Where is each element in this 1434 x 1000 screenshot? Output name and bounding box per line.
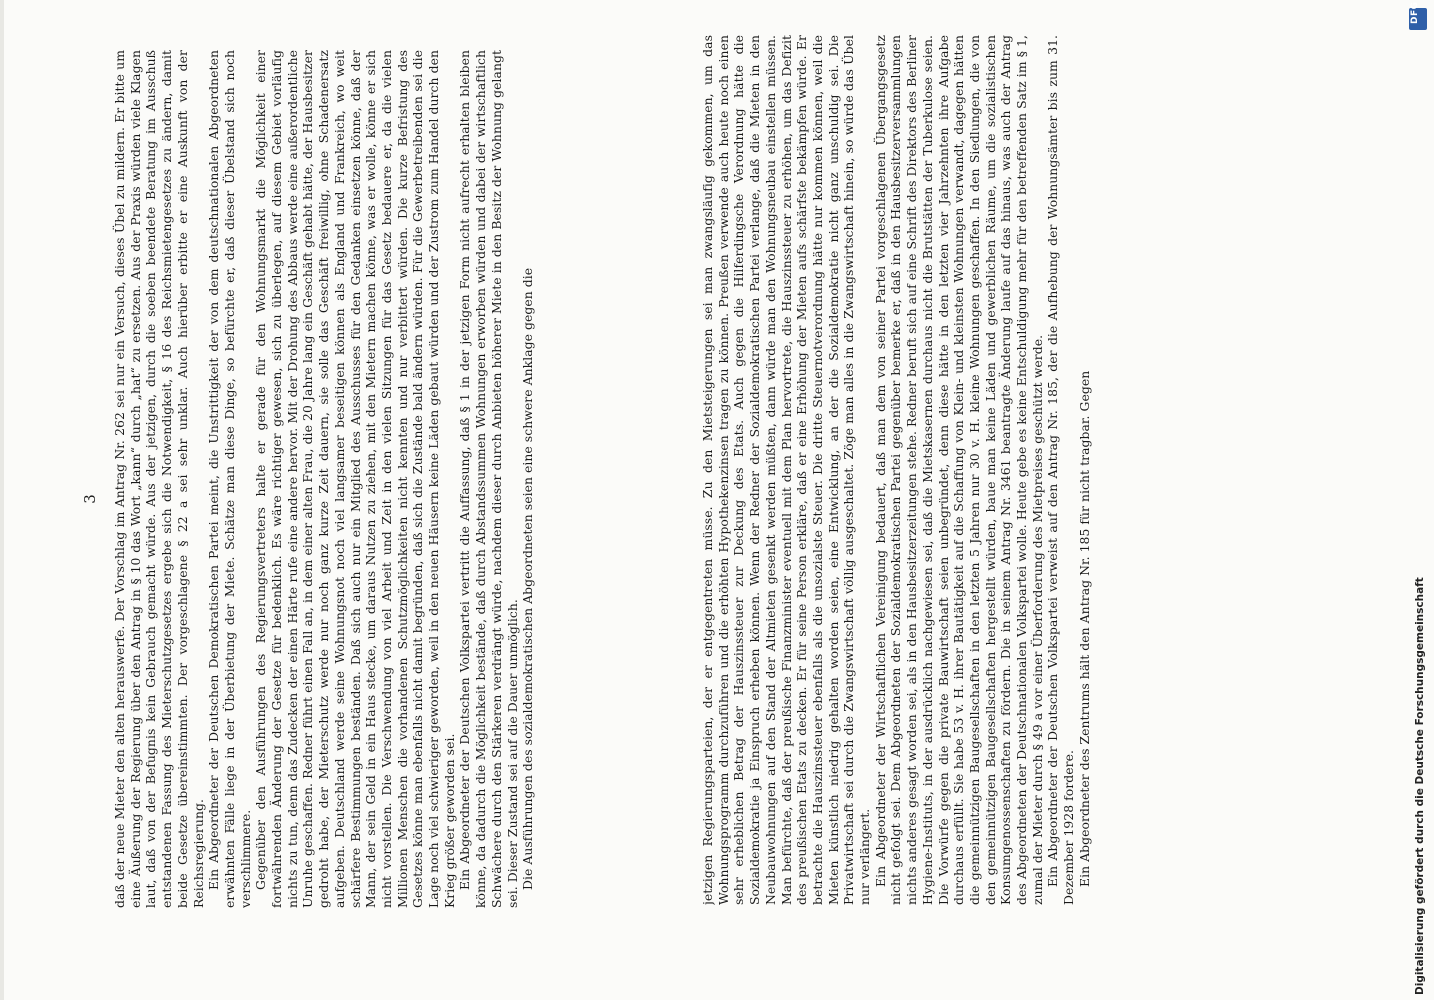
digitization-credit: Digitalisierung gefördert durch die Deutsche Forschungsgemeinschaft (1414, 577, 1426, 995)
paragraph: Ein Abgeordneter der Deutschen Demokratischen Partei meint, die Unstrittigkeit der von dem deutschnationalen Abgeordneten erwähnten Fälle liege in der Überbietung der Miete. Schätze man diese Dinge, so befürchte er, daß dieser Übelstand sich noch verschlimmere. (206, 50, 253, 908)
paragraph: jetzigen Regierungsparteien, der er entgegentreten müsse. Zu den Mietsteigerungen sei man zwangsläufig gekommen, um das Wohnungsprogramm durchzuführen und die erhöhten Hypothekenzinsen tragen zu können. Preußen verwende auch heute noch einen sehr erheblichen Betrag der Hauszinssteuer zur Deckung des Etats. Auch gegen die Hilferdingsche Verordnung hätte die Sozialdemokratie ja Einspruch erheben können. Wenn der Redner der Sozialdemokratischen Partei verlange, daß die Mieten in den Neubauwohnungen auf den Stand der Altmieten gesenkt werden müßten, dann würde man den Wohnungsneubau einstellen müssen. Man befürchte, daß der preußische Finanzminister eventuell mit dem Plan hervortrete, die Hauszinssteuer zu erhöhen, um das Defizit des preußischen Etats zu decken. Er für seine Person erkläre, daß er eine Erhöhung der Mieten aufs schärfste bekämpfen würde. Er betrachte die Hauszinssteuer ebenfalls als die unsozialste Steuer. Die dritte Steuernotverordnung hätte nur kommen können, weil die Mieten künstlich niedrig gehalten worden seien, eine Entwicklung, an der die Sozialdemokratie nicht ganz unschuldig sei. Die Privatwirtschaft sei durch die Zwangswirtschaft völlig ausgeschaltet. Zöge man alles in die Zwangswirtschaft hinein, so würde das Übel nur verlängert. (700, 35, 873, 905)
paragraph: Gegenüber den Ausführungen des Regierungsvertreters halte er gerade für den Wohnungsmarkt die Möglichkeit einer fortwährenden Änderung der Gesetze für bedenklich. Es wäre richtiger gewesen, sich zu überlegen, auf diesem Gebiet vorläufig nichts zu tun, denn das Zudecken der einen Härte rufe eine andere hervor. Mit der Drohung des Abbaus werde eine außerordentliche Unruhe geschaffen. Redner führt einen Fall an, in dem einer alten Frau, die 20 Jahre lang ein Geschäft gehabt hätte, der Hausbesitzer gedroht habe, der Mieterschutz werde nur noch ganz kurze Zeit dauern, sie solle das Geschäft freiwillig, ohne Schadenersatz aufgeben. Deutschland werde seine Wohnungsnot noch viel langsamer beseitigen können als England und Frankreich, wo weit schärfere Bestimmungen beständen. Daß sich auch nur ein Mitglied des Ausschusses für den Gedanken einsetzen könne, daß der Mann, der sein Geld in ein Haus stecke, um daraus Nutzen zu ziehen, mit den Mietern machen könne, was er wolle, könne er sich nicht vorstellen. Die Verschwendung von viel Arbeit und Zeit in den vielen Sitzungen für das Gesetz bedauere er, da die vielen Millionen Menschen die vorhandenen Schutzmöglichkeiten nicht kennten und nur verbittert würden. Die kurze Befristung des Gesetzes könne man ebenfalls nicht damit begründen, daß sich die Zustände bald ändern würden. Für die Gewerbetreibenden sei die Lage noch viel schwieriger geworden, weil in den neuen Häusern keine Läden gebaut würden und der Zustrom zum Handel durch den Krieg größer geworden sei. (253, 50, 457, 908)
page-number: 3 (81, 494, 99, 504)
paragraph: Ein Abgeordneter der Deutschen Volkspartei verweist auf den Antrag Nr. 185, der die Aufhebung der Wohnungsämter bis zum 31. Dezember 1928 fordere. (1045, 35, 1077, 905)
paragraph: Ein Abgeordneter der Deutschen Volkspartei vertritt die Auffassung, daß § 1 in der jetzigen Form nicht aufrecht erhalten bleiben könne, da dadurch die Möglichkeit bestände, daß durch Abstandssummen Wohnungen erworben würden und dabei der wirtschaftlich Schwächere durch den Stärkeren verdrängt würde, nachdem dieser durch Anbieten höherer Miete in den Besitz der Wohnung gelangt sei. Dieser Zustand sei auf die Dauer unmöglich. (457, 50, 520, 908)
paragraph: daß der neue Mieter den alten herauswerfe. Der Vorschlag im Antrag Nr. 262 sei nur ein Versuch, dieses Übel zu mildern. Er bitte um eine Äußerung der Regierung über den Antrag in § 10 das Wort „kann“ durch „hat“ zu ersetzen. Aus der Praxis würden viele Klagen laut, daß von der Befugnis kein Gebrauch gemacht würde. Aus der jetzigen, durch die soeben beendete Beratung im Ausschuß entstandenen Fassung des Mieterschutzgesetzes ergebe sich die Notwendigkeit, § 16 des Reichsmietengesetzes zu ändern, damit beide Gesetze übereinstimmten. Der vorgeschlagene § 22 a sei sehr unklar. Auch hierüber erbitte er eine Auskunft von der Reichsregierung. (112, 50, 206, 908)
page-edge (0, 0, 4, 1000)
logo-text: DFG (1410, 1, 1420, 24)
paragraph: Die Ausführungen des sozialdemokratischen Abgeordneten seien eine schwere Anklage gegen die (520, 267, 536, 890)
text-column-right (700, 35, 1434, 905)
dfg-logo-icon (1409, 1, 1427, 30)
paragraph: Ein Abgeordneter der Wirtschaftlichen Vereinigung bedauert, daß man dem von seiner Partei vorgeschlagenen Übergangsgesetz nicht gefolgt sei. Dem Abgeordneten der Sozialdemokratischen Partei gegenüber bemerke er, daß in den Hausbesitzerversammlungen nichts anderes gesagt worden sei, als in den Hausbesitzerzeitungen stehe. Redner beruft sich auf eine Schrift des Direktors des Berliner Hygiene-Instituts, in der ausdrücklich nachgewiesen sei, daß die Mietskasernen durchaus nicht die Brutstätten der Tuberkulose seien. Die Vorwürfe gegen die private Bauwirtschaft seien unbegründet, denn diese hätte in den letzten vier Jahrzehnten ihre Aufgabe durchaus erfüllt. Sie habe 53 v. H. ihrer Bautätigkeit auf die Schaffung von Klein- und kleinsten Wohnungen verwandt, dagegen hätten die gemeinnützigen Baugesellschaften in den letzten 5 Jahren nur 30 v. H. kleine Wohnungen geschaffen. In den Siedlungen, die von den gemeinnützigen Baugesellschaften hergestellt würden, baue man keine Läden und gewerblichen Räume, um die sozialistischen Konsumgenossenschaften zu fördern. Die in seinem Antrag Nr. 3461 beantragte Änderung laufe auf das hinaus, was auch der Antrag des Abgeordneten der Deutschnationalen Volkspartei wolle. Heute gebe es keine Entschuldigung mehr für den betreffenden Satz im § 1, zumal der Mieter durch § 49 a vor einer Überforderung des Mietpreises geschützt werde. (872, 35, 1045, 905)
paragraph: Ein Abgeordneter des Zentrums hält den Antrag Nr. 185 für nicht tragbar. Gegen (1076, 370, 1092, 887)
